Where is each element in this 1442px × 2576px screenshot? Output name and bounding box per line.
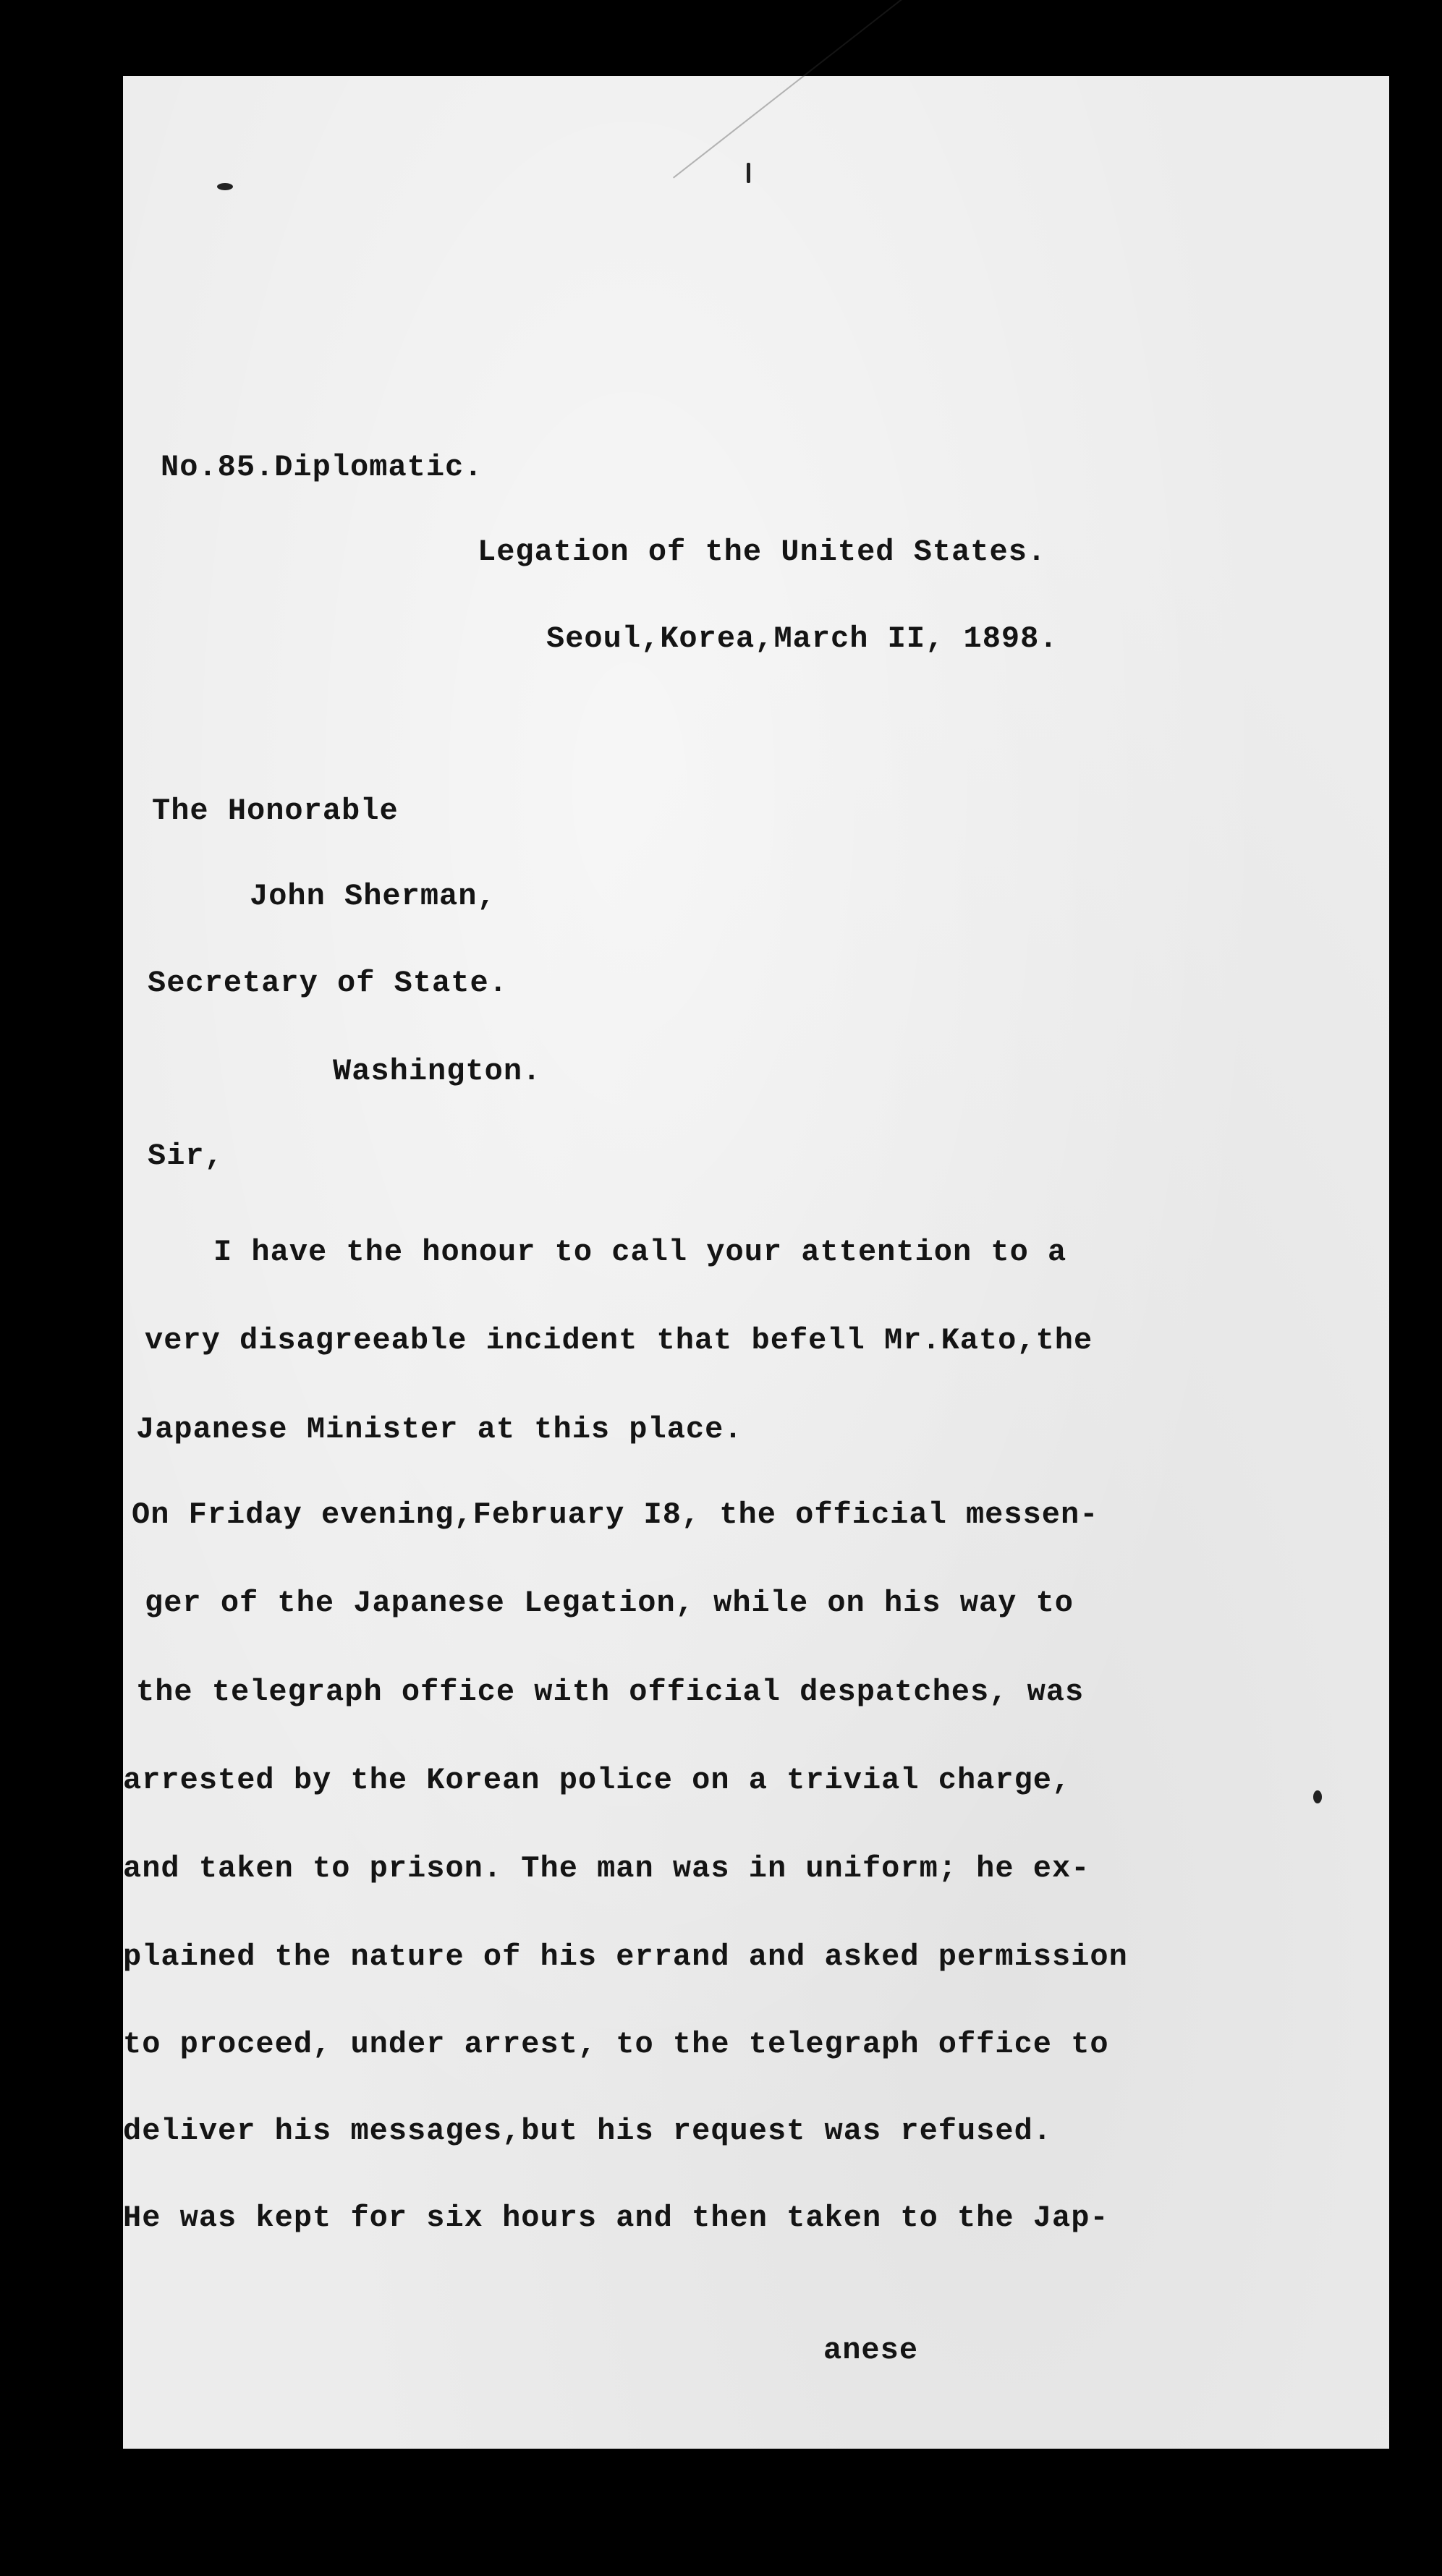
salutation: Sir, bbox=[148, 1139, 224, 1173]
body-line: On Friday evening,February I8, the official messen- bbox=[132, 1497, 1099, 1532]
addressee-title: The Honorable bbox=[152, 794, 399, 828]
body-line: He was kept for six hours and then taken to the Jap- bbox=[123, 2201, 1109, 2235]
catchword: anese bbox=[823, 2333, 919, 2368]
ink-blot bbox=[217, 183, 233, 190]
place-and-date: Seoul,Korea,March II, 1898. bbox=[546, 621, 1059, 656]
body-line: arrested by the Korean police on a trivial charge, bbox=[123, 1763, 1072, 1798]
body-line: to proceed, under arrest, to the telegraph office to bbox=[123, 2027, 1109, 2062]
addressee-city: Washington. bbox=[333, 1054, 542, 1089]
addressee-name: John Sherman, bbox=[250, 879, 496, 914]
paper-crease bbox=[673, 0, 1187, 179]
document-sheet bbox=[123, 76, 1389, 2449]
addressee-office: Secretary of State. bbox=[148, 966, 508, 1000]
document-number: No.85.Diplomatic. bbox=[161, 450, 483, 485]
body-line: deliver his messages,but his request was refused. bbox=[123, 2114, 1053, 2148]
body-line: plained the nature of his errand and asked permission bbox=[123, 1939, 1128, 1974]
ink-blot bbox=[1313, 1790, 1322, 1803]
body-line: very disagreeable incident that befell Mr.Kato,the bbox=[145, 1323, 1093, 1358]
body-line: the telegraph office with official despatches, was bbox=[136, 1675, 1085, 1709]
ink-mark bbox=[747, 163, 750, 183]
body-line: and taken to prison. The man was in uniform; he ex- bbox=[123, 1851, 1090, 1886]
body-line: ger of the Japanese Legation, while on his way to bbox=[145, 1586, 1074, 1620]
legation-heading: Legation of the United States. bbox=[478, 535, 1047, 569]
body-line: I have the honour to call your attention to a bbox=[213, 1235, 1067, 1270]
body-line: Japanese Minister at this place. bbox=[136, 1412, 743, 1447]
